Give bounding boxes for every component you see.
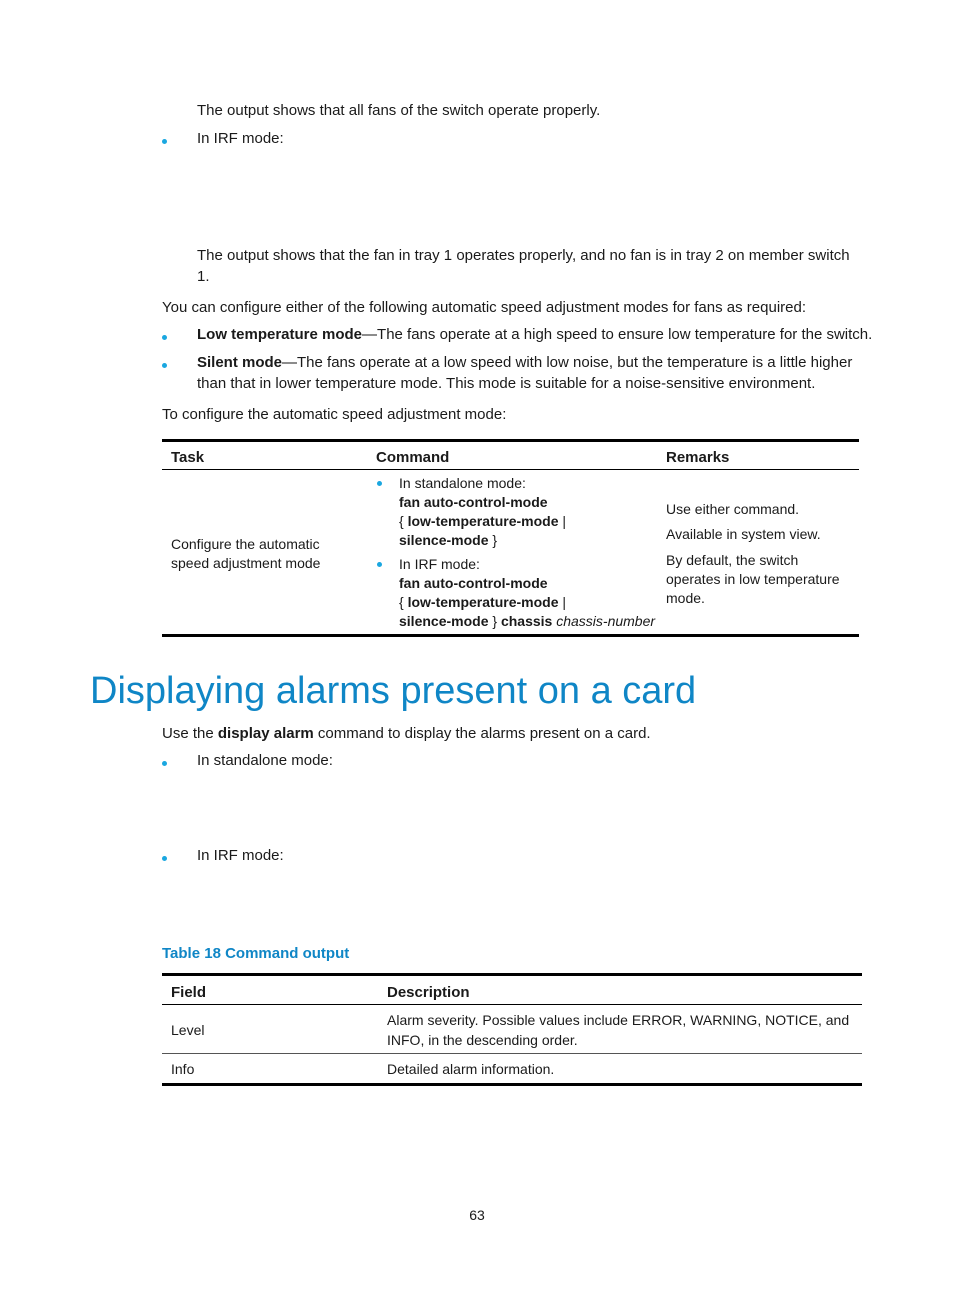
table-row-field: Info (171, 1061, 195, 1077)
low-temp-keyword: low-temperature-mode (407, 513, 559, 529)
silent-term: Silent mode (197, 354, 283, 371)
cmd-line-4 (399, 574, 548, 593)
remark-3-line2: operates in low temperature (666, 571, 840, 587)
cmd-line-3 (399, 531, 497, 550)
configure-intro-text: To configure the automatic speed adjustment mode: (162, 406, 507, 423)
brace-open: { (399, 594, 408, 610)
table-bottom-rule (162, 634, 859, 637)
table-row-desc-line1: Detailed alarm information. (387, 1061, 555, 1077)
cmd-fan: fan auto-control-mode (399, 494, 548, 510)
use-display-alarm-text (162, 723, 651, 744)
table-caption: Table 18 Command output (162, 945, 350, 962)
table-bottom-rule (162, 1083, 862, 1086)
remark-3-line1: By default, the switch (666, 552, 799, 568)
cmd-line-2 (399, 512, 566, 531)
standalone-mode-label: In standalone mode: (197, 752, 333, 769)
remark-2: Available in system view. (666, 526, 821, 542)
cmd-fan-irf: fan auto-control-mode (399, 575, 548, 591)
cmd-line-1 (399, 493, 548, 512)
header-task: Task (171, 449, 205, 466)
task-line2: speed adjustment mode (171, 555, 321, 571)
brace-close: } (488, 613, 498, 629)
pipe: | (558, 513, 567, 529)
irf-mode-label-2: In IRF mode: (197, 847, 284, 864)
silence-keyword: silence-mode (399, 532, 489, 548)
low-temp-keyword-irf: low-temperature-mode (407, 594, 559, 610)
silence-keyword-irf: silence-mode (399, 613, 489, 629)
cmd-line-6 (399, 612, 655, 631)
page-number: 63 (469, 1207, 485, 1223)
silent-item (197, 352, 852, 373)
brace-close: } (488, 532, 498, 548)
low-temp-desc: —The fans operate at a high speed to ensure low temperature for the switch. (362, 326, 873, 343)
fans-ok-text: The output shows that all fans of the switch operate properly. (197, 102, 601, 119)
irf-label: In IRF mode: (399, 556, 480, 572)
standalone-label: In standalone mode: (399, 475, 526, 491)
display-alarm-command: display alarm (217, 725, 314, 742)
remark-3-line3: mode. (666, 590, 705, 606)
brace-open: { (399, 513, 408, 529)
row-divider (162, 1053, 862, 1054)
bullet-icon (377, 481, 382, 486)
section-title: Displaying alarms present on a card (90, 670, 697, 712)
header-field: Field (171, 984, 207, 1001)
silent-desc-line2: than that in lower temperature mode. This mode is suitable for a noise-sensitive environment. (197, 375, 816, 392)
tray-text-line1: The output shows that the fan in tray 1 operates properly, and no fan is in tray 2 on member switch (197, 247, 850, 264)
silent-desc-line1: —The fans operate at a low speed with low noise, but the temperature is a little higher (282, 354, 853, 371)
cmd-line-5 (399, 593, 566, 612)
table-row-desc-line1: Alarm severity. Possible values include ERROR, WARNING, NOTICE, and (387, 1012, 850, 1028)
header-command: Command (376, 449, 450, 466)
bullet-icon (162, 363, 167, 368)
irf-mode-label: In IRF mode: (197, 130, 284, 147)
header-rule (162, 469, 859, 470)
remark-1: Use either command. (666, 501, 800, 517)
bullet-icon (162, 761, 167, 766)
table-top-rule (162, 439, 859, 442)
bullet-icon (377, 562, 382, 567)
low-temp-item (197, 324, 872, 345)
header-rule (162, 1004, 862, 1005)
pipe: | (558, 594, 567, 610)
bullet-icon (162, 856, 167, 861)
header-description: Description (387, 984, 470, 1001)
chassis-keyword: chassis (500, 613, 553, 629)
table-row-desc-line2: INFO, in the descending order. (387, 1032, 578, 1048)
table-row-field: Level (171, 1022, 205, 1038)
low-temp-term: Low temperature mode (197, 326, 363, 343)
use-the: Use the (162, 725, 218, 742)
header-remarks: Remarks (666, 449, 730, 466)
table-top-rule (162, 973, 862, 976)
bullet-icon (162, 335, 167, 340)
task-line1: Configure the automatic (171, 536, 320, 552)
chassis-argument: chassis-number (556, 613, 656, 629)
tray-text-line2: 1. (197, 268, 210, 285)
use-rest: command to display the alarms present on a card. (313, 725, 651, 742)
modes-intro-text: You can configure either of the following automatic speed adjustment modes for fans as required: (162, 299, 806, 316)
bullet-icon (162, 139, 167, 144)
